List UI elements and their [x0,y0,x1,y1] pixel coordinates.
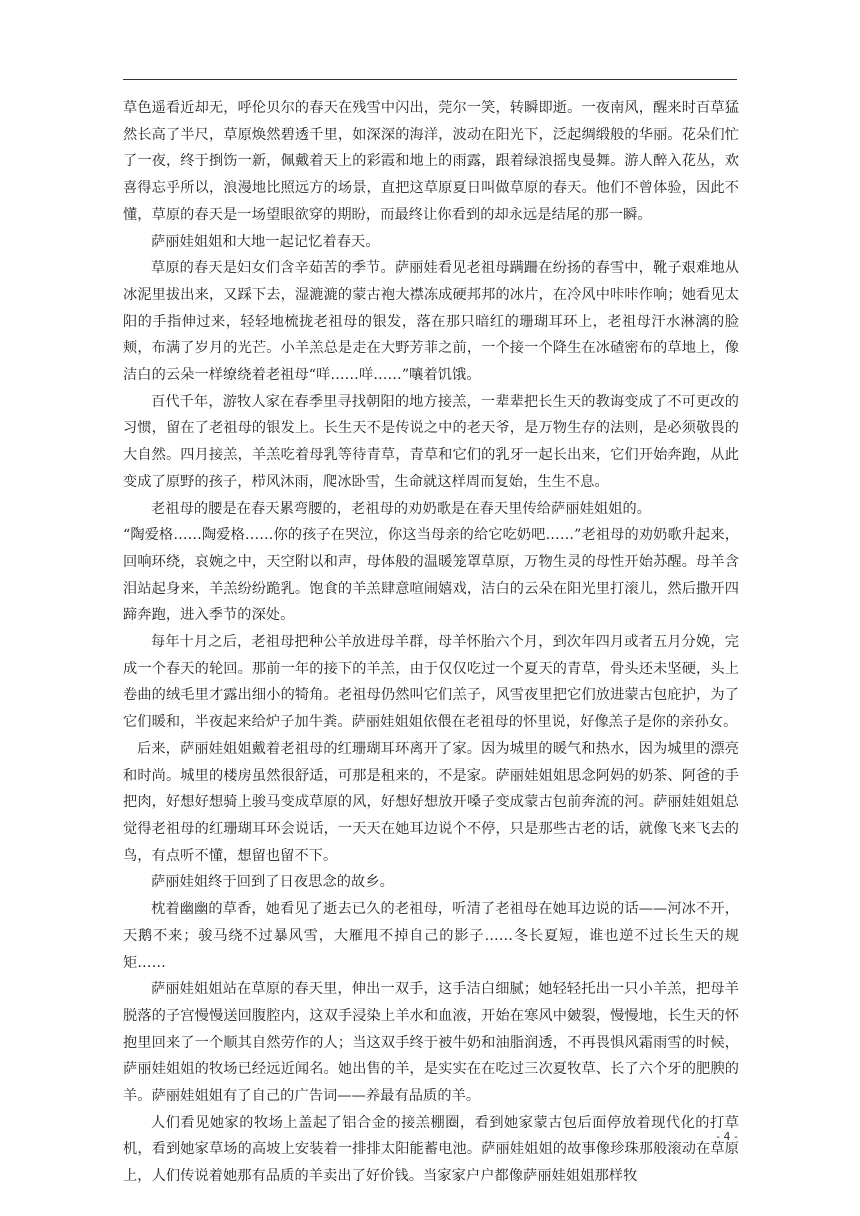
paragraph-2: 萨丽娃姐姐和大地一起记忆着春天。 [151,233,380,250]
paragraph-1: 草色遥看近却无，呼伦贝尔的春天在残雪中闪出，莞尔一笑，转瞬即逝。一夜南风，醒来时百草猛然长高了半尺，草原焕然碧透千里，如深深的海洋，波动在阳光下，泛起绸缎般的华丽。花朵们忙了一夜，终于捯饬一新，佩戴着天上的彩霞和地上的雨露，跟着绿浪摇曳曼舞。游人醉入花丛，欢喜得忘乎所以，浪漫地比照远方的场景，直把这草原夏日叫做草原的春天。他们不曾体验，因此不懂，草原的春天是一场望眼欲穿的期盼，而最终让你看到的却永远是结尾的那一瞬。 [123,100,739,223]
paragraph-9: 萨丽娃姐终于回到了日夜思念的故乡。 [151,874,394,891]
paragraph-10: 枕着幽幽的草香，她看见了逝去已久的老祖母，听清了老祖母在她耳边说的话——河冰不开，天鹅不来；骏马绕不过暴风雪，大雁甩不掉自己的影子……冬长夏短，谁也逆不过长生天的规矩…… [123,901,739,971]
paragraph-11: 萨丽娃姐姐站在草原的春天里，伸出一双手，这手洁白细腻；她轻轻托出一只小羊羔，把母羊脱落的子宫慢慢送回腹腔内，这双手浸染上羊水和血液，开始在寒风中皴裂，慢慢地，长生天的怀抱里回来了一个顺其自然劳作的人；当这双手终于被牛奶和油脂润透，不再畏惧风霜雨雪的时候，萨丽娃姐姐的牧场已经远近闻名。她出售的羊，是实实在在吃过三次夏牧草、长了六个牙的肥腴的羊。萨丽娃姐姐有了自己的广告词——养最有品质的羊。 [123,981,739,1105]
paragraph-12: 人们看见她家的牧场上盖起了铝合金的接羔棚圈，看到她家蒙古包后面停放着现代化的打草机，看到她家草场的高坡上安装着一排排太阳能蓄电池。萨丽娃姐姐的故事像珍珠那般滚动在草原上，人们传说着她那有品质的羊卖出了好价钱。当家家户户都像萨丽娃姐姐那样牧 [123,1114,739,1185]
paragraph-6: “陶爱格……陶爱格……你的孩子在哭泣，你这当母亲的给它吃奶吧……”老祖母的劝奶歌升起来，回响环绕，哀婉之中，天空附以和声，母体般的温暖笼罩草原，万物生灵的母性开始苏醒。母羊含泪站起身来，羊羔纷纷跪乳。饱食的羊羔肆意喧闹嬉戏，洁白的云朵在阳光里打滚儿，然后撒开四蹄奔跑，进入季节的深处。 [123,527,739,624]
page-number: - 4 - [716,1130,738,1143]
paragraph-5: 老祖母的腰是在春天累弯腰的，老祖母的劝奶歌是在春天里传给萨丽娃姐姐的。 [151,500,652,517]
paragraph-7: 每年十月之后，老祖母把种公羊放进母羊群，母羊怀胎六个月，到次年四月或者五月分娩，完成一个春天的轮回。那前一年的接下的羊羔，由于仅仅吃过一个夏天的青草，骨头还未坚硬，头上卷曲的绒毛里才露出细小的犄角。老祖母仍然叫它们羔子，风雪夜里把它们放进蒙古包庇护，为了它们暖和，半夜起来给炉子加牛粪。萨丽娃姐姐依偎在老祖母的怀里说，好像羔子是你的亲孙女。 [123,634,739,731]
paragraph-3: 草原的春天是妇女们含辛茹苦的季节。萨丽娃看见老祖母蹒跚在纷扬的春雪中，靴子艰难地从冰泥里拔出来，又踩下去，湿漉漉的蒙古袍大襟冻成硬邦邦的冰片，在冷风中咔咔作响；她看见太阳的手指伸过来，轻轻地梳拢老祖母的银发，落在那只暗红的珊瑚耳环上，老祖母汗水淋漓的脸颊，布满了岁月的光芒。小羊羔总是走在大野芳菲之前，一个接一个降生在冰碴密布的草地上，像洁白的云朵一样缭绕着老祖母“咩……咩……”嚷着饥饿。 [123,260,739,384]
paragraph-8: 后来，萨丽娃姐姐戴着老祖母的红珊瑚耳环离开了家。因为城里的暖气和热水，因为城里的漂亮和时尚。城里的楼房虽然很舒适，可那是租来的，不是家。萨丽娃姐姐思念阿妈的奶茶、阿爸的手把肉，好想好想骑上骏马变成草原的风，好想好想放开嗓子变成蒙古包前奔流的河。萨丽娃姐姐总觉得老祖母的红珊瑚耳环会说话，一天天在她耳边说个不停，只是那些古老的话，就像飞来飞去的鸟，有点听不懂，想留也留不下。 [123,740,739,864]
paragraph-4: 百代千年，游牧人家在春季里寻找朝阳的地方接羔，一辈辈把长生天的教诲变成了不可更改的习惯，留在了老祖母的银发上。长生天不是传说之中的老天爷，是万物生存的法则，是必须敬畏的大自然。四月接羔，羊羔吃着母乳等待青草，青草和它们的乳牙一起长出来，它们开始奔跑，从此变成了原野的孩子，栉风沐雨，爬冰卧雪，生命就这样周而复始，生生不息。 [123,393,739,490]
header-rule [123,79,737,80]
article-body [123,95,739,1190]
